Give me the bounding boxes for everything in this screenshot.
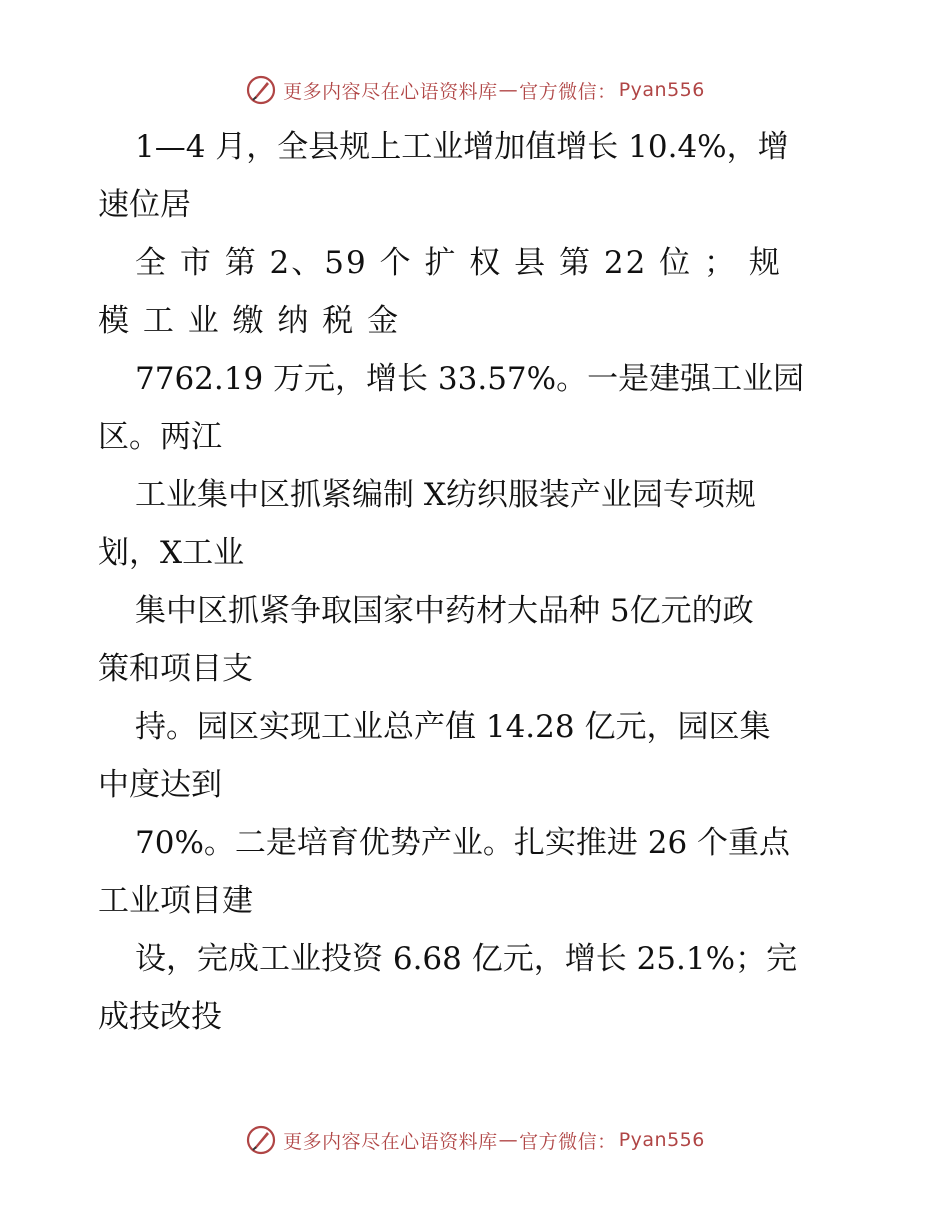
body-line-5: 7762.19 万元，增长 33.57%。一是建强工业园: [135, 361, 805, 397]
footer-wechat-id: Pyan556: [618, 1129, 705, 1151]
footer-wechat-label: 官方微信：: [519, 1130, 617, 1153]
document-body: [98, 118, 858, 1046]
body-line-10: 策和项目支: [98, 651, 253, 687]
body-line-9: 集中区抓紧争取国家中药材大品种 5亿元的政: [135, 593, 754, 629]
footer-site-text: 更多内容尽在心语资料库: [283, 1130, 498, 1153]
body-line-2: 速位居: [98, 187, 191, 223]
body-line-11: 持。园区实现工业总产值 14.28 亿元，园区集: [135, 709, 771, 745]
body-line-14: 工业项目建: [98, 883, 253, 919]
footer-banner: [0, 1120, 950, 1160]
body-line-13: 70%。二是培育优势产业。扎实推进 26 个重点: [135, 825, 791, 861]
footer-separator: —: [498, 1129, 519, 1151]
header-separator: —: [498, 79, 519, 101]
header-wechat-id: Pyan556: [618, 79, 705, 101]
header-banner: [0, 70, 950, 110]
body-line-15: 设，完成工业投资 6.68 亿元，增长 25.1%；完: [135, 941, 798, 977]
body-line-8: 划，X工业: [98, 535, 245, 571]
body-line-3: 全 市 第 2、59 个 扩 权 县 第 22 位 ； 规: [135, 245, 782, 281]
body-line-6: 区。两江: [98, 419, 222, 455]
body-line-12: 中度达到: [98, 767, 222, 803]
body-line-4: 模 工 业 缴 纳 税 金: [98, 303, 401, 339]
body-line-16: 成技改投: [98, 999, 222, 1035]
header-site-text: 更多内容尽在心语资料库: [283, 80, 498, 103]
body-line-7: 工业集中区抓紧编制 X纺织服装产业园专项规: [135, 477, 756, 513]
feather-pen-logo-icon: [245, 1124, 277, 1156]
feather-pen-logo-icon: [245, 74, 277, 106]
body-line-1: 1—4 月，全县规上工业增加值增长 10.4%，增: [135, 129, 789, 165]
header-wechat-label: 官方微信：: [519, 80, 617, 103]
